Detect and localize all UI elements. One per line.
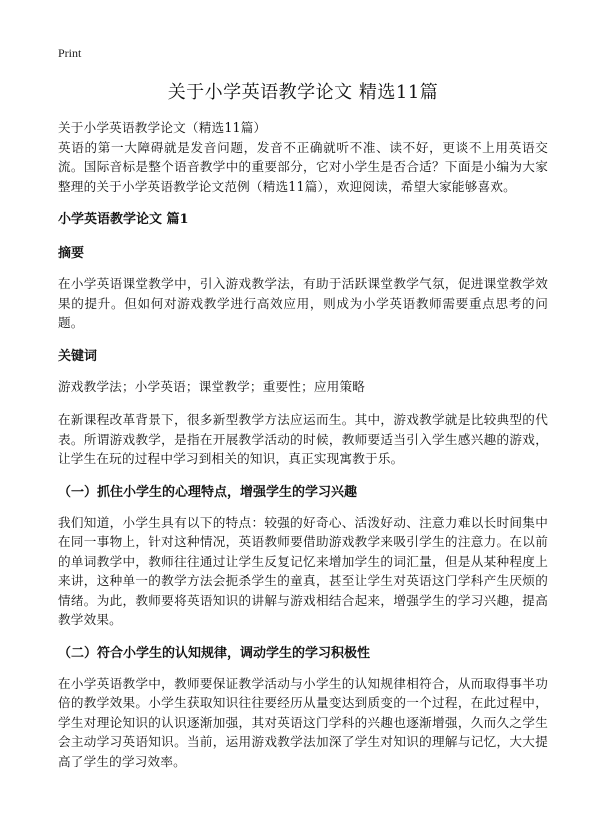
section-2-paragraph: 在小学英语教学中，教师要保证教学活动与小学生的认知规律相符合，从而取得事半功倍的教学效果。小学生获取知识往往要经历从量变达到质变的一个过程，在此过程中，学生对理论知识的认识逐渐加强，其对英语这门学科的兴趣也逐渐增强，久而久之学生会主动学习英语知识。当前，运用游戏教学法加深了学生对知识的理解与记忆，大大提高了学生的学习效率。: [58, 675, 548, 769]
article-body: [58, 118, 548, 771]
paper-heading: 小学英语教学论文 篇1: [58, 212, 189, 227]
article-subtitle: 关于小学英语教学论文（精选11篇）: [58, 120, 267, 135]
print-link[interactable]: Print: [58, 46, 82, 60]
keywords-paragraph: 游戏教学法；小学英语；课堂教学；重要性；应用策略: [58, 378, 366, 394]
page-title: 关于小学英语教学论文 精选11篇: [167, 82, 439, 103]
section-2-heading: （二）符合小学生的认知规律，调动学生的学习积极性: [58, 645, 371, 661]
abstract-heading: 摘要: [58, 246, 85, 261]
section-1-paragraph: 我们知道，小学生具有以下的特点：较强的好奇心、活泼好动、注意力难以长时间集中在同一事物上，针对这种情况，英语教师要借助游戏教学来吸引学生的注意力。在以前的单词教学中，教师往往通过让学生反复记忆来增加学生的词汇量，但是从某种程度上来讲，这种单一的教学方法会扼杀学生的童真，甚至让学生对英语这门学科产生厌烦的情绪。为此，教师要将英语知识的讲解与游戏相结合起来，增强学生的学习兴趣，提高教学效果。: [58, 514, 548, 627]
keywords-heading: 关键词: [58, 348, 98, 364]
abstract-paragraph: 在小学英语课堂教学中，引入游戏教学法，有助于活跃课堂教学气氛，促进课堂教学效果的提升。但如何对游戏教学进行高效应用，则成为小学英语教师需要重点思考的问题。: [58, 276, 548, 330]
intro-paragraph: 英语的第一大障碍就是发音问题，发音不正确就听不准、读不好，更谈不上用英语交流。国际音标是整个语音教学中的重要部分，它对小学生是否合适？下面是小编为大家整理的关于小学英语教学论文范例（精选11篇），欢迎阅读，希望大家能够喜欢。: [58, 139, 548, 194]
background-paragraph: 在新课程改革背景下，很多新型教学方法应运而生。其中，游戏教学就是比较典型的代表。所谓游戏教学，是指在开展教学活动的时候，教师要适当引入学生感兴趣的游戏，让学生在玩的过程中学习到相关的知识，真正实现寓教于乐。: [58, 412, 548, 466]
section-1-heading: （一）抓住小学生的心理特点，增强学生的学习兴趣: [58, 484, 358, 500]
